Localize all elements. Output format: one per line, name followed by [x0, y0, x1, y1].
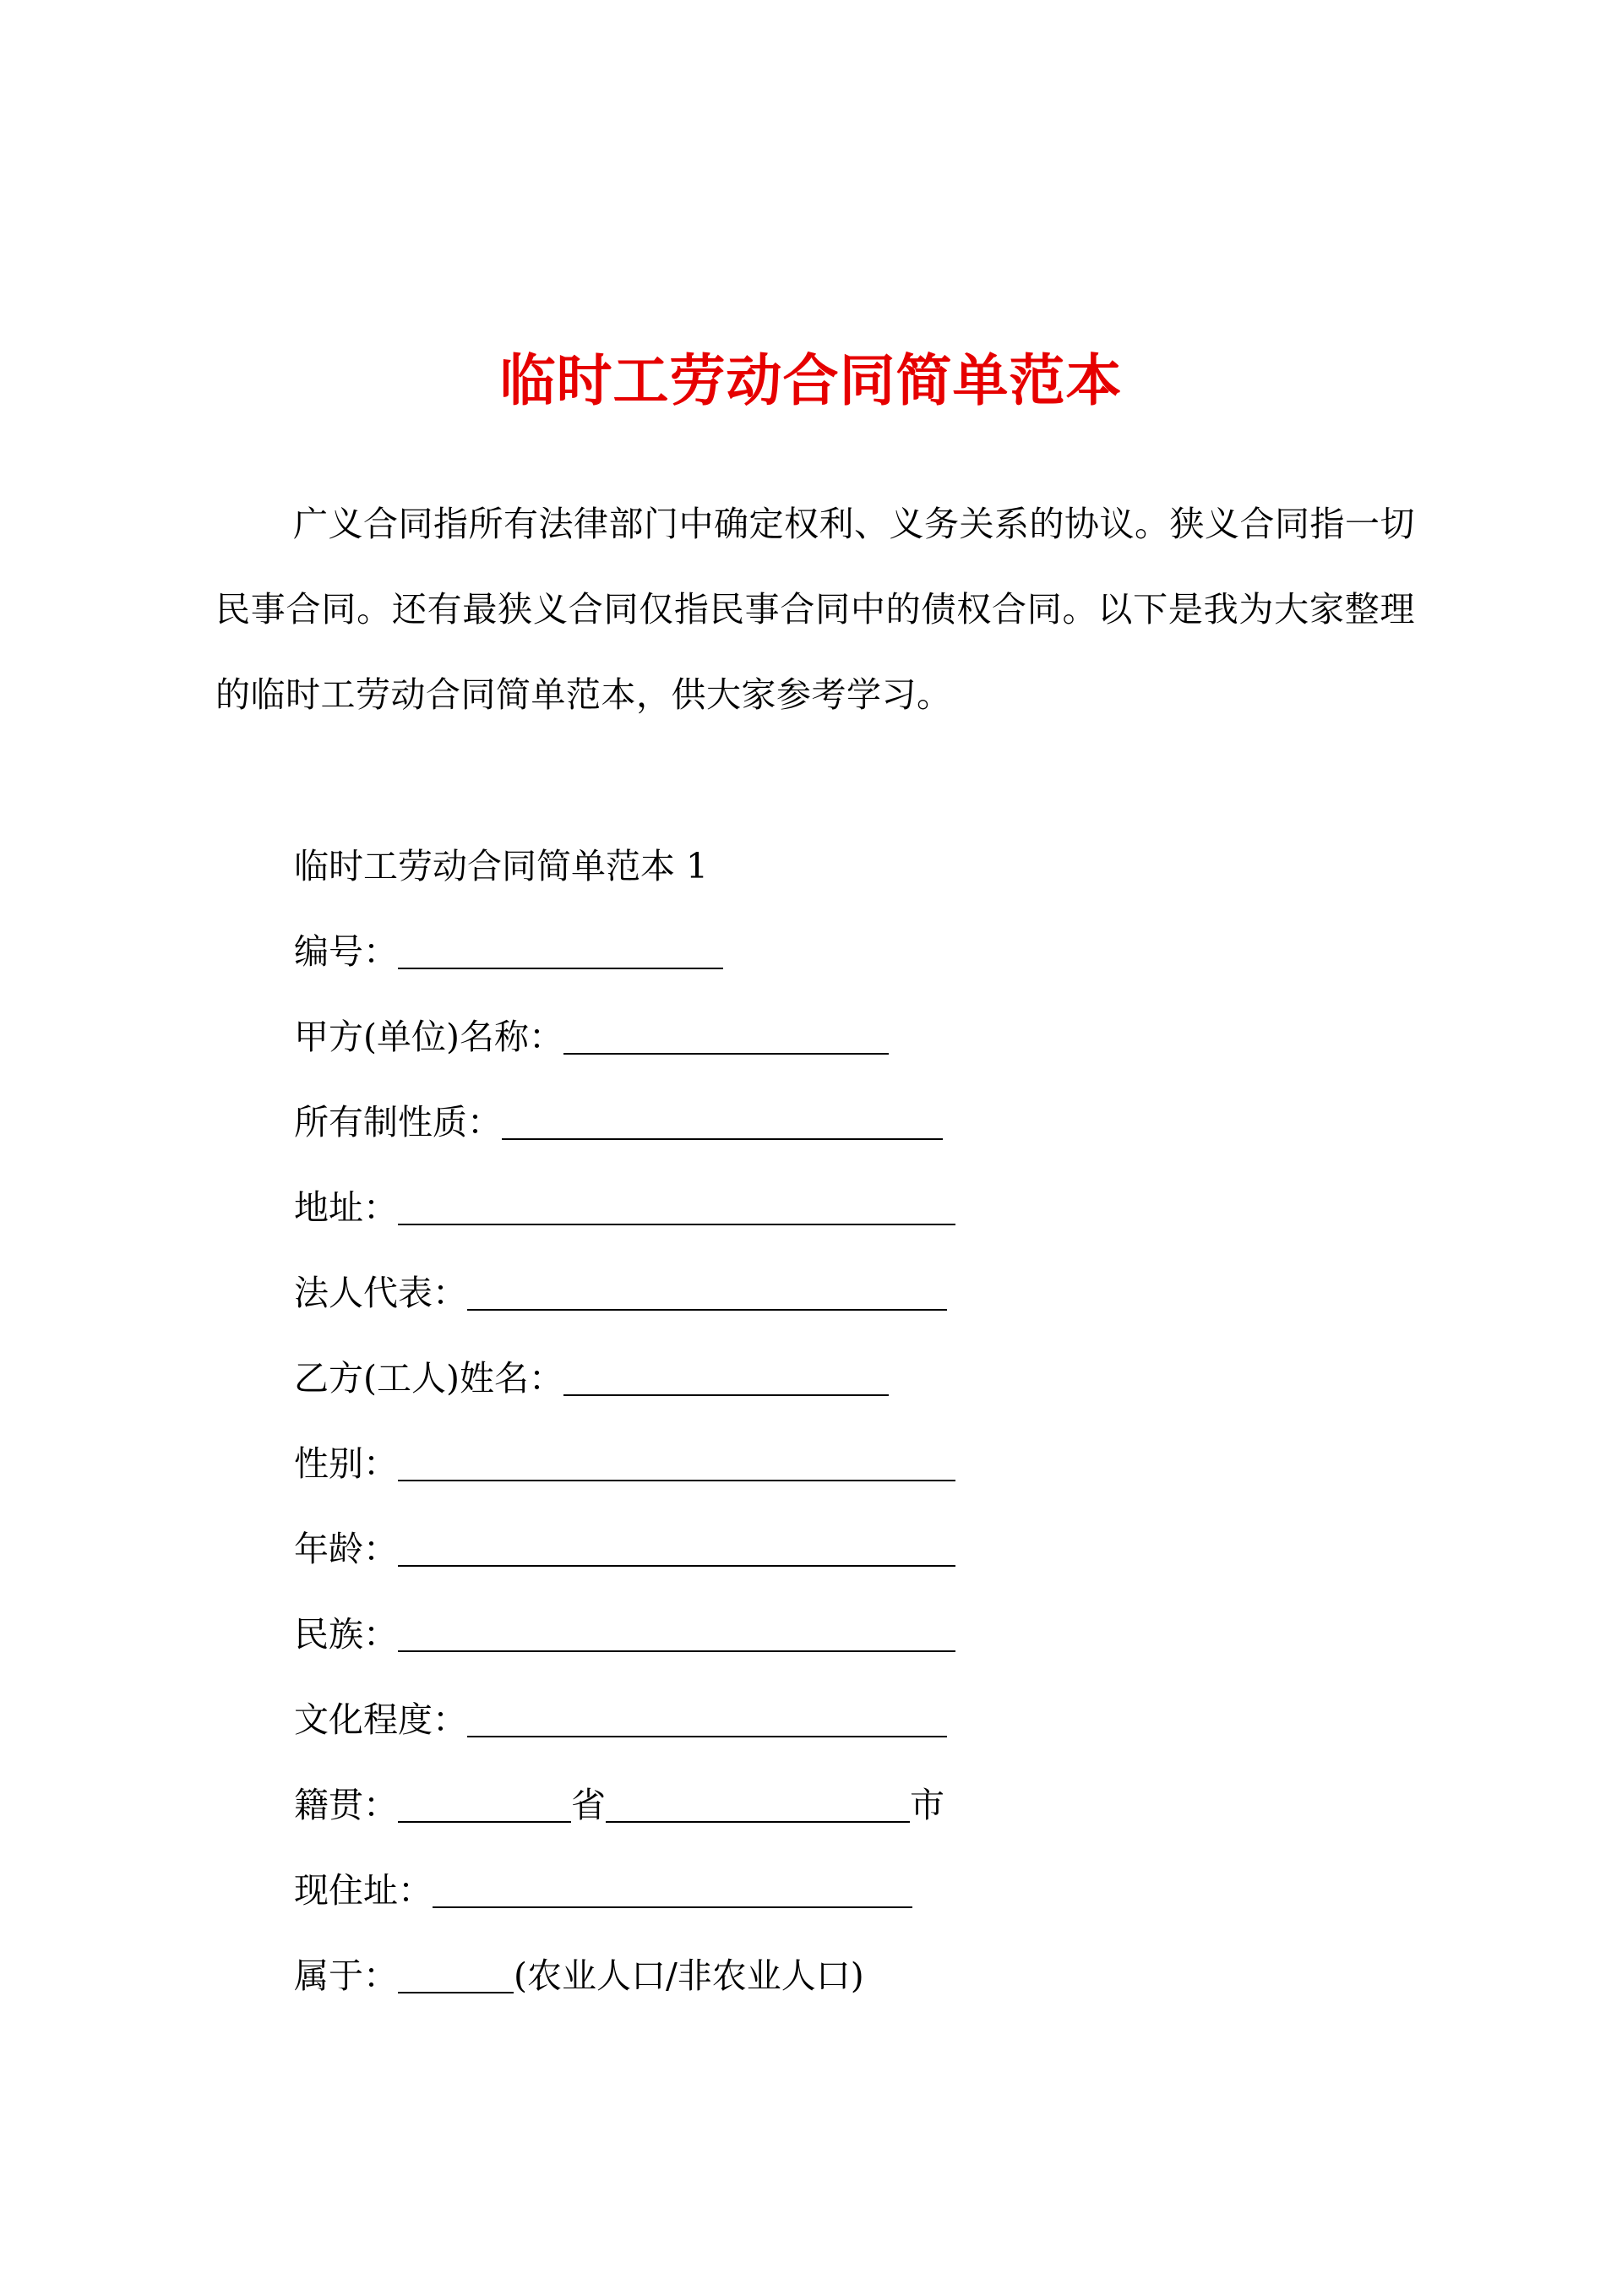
ethnicity-blank	[398, 1625, 955, 1652]
ownership-blank	[502, 1113, 943, 1140]
age-blank	[398, 1540, 955, 1567]
address-blank	[398, 1198, 955, 1225]
party-b-name-blank	[563, 1369, 889, 1396]
field-legal-rep-label: 法人代表：	[294, 1273, 467, 1313]
province-label: 省	[571, 1785, 606, 1825]
province-blank	[398, 1796, 571, 1823]
field-number-label: 编号：	[294, 931, 398, 972]
current-address-blank	[433, 1881, 912, 1908]
field-current-address-label: 现住址：	[294, 1870, 433, 1911]
field-belongs-to-label: 属于：	[294, 1955, 398, 1996]
party-a-name-blank	[563, 1028, 889, 1055]
field-education	[294, 1677, 1392, 1763]
field-education-label: 文化程度：	[294, 1699, 467, 1740]
field-legal-rep	[294, 1251, 1392, 1336]
document-title: 临时工劳动合同简单范本	[499, 347, 1123, 413]
gender-blank	[398, 1454, 955, 1481]
field-party-a-name-label: 甲方(单位)名称：	[294, 1017, 563, 1057]
field-ethnicity	[294, 1592, 1392, 1677]
field-age-label: 年龄：	[294, 1529, 398, 1569]
field-party-b-name	[294, 1336, 1392, 1421]
field-gender	[294, 1421, 1392, 1507]
field-address-label: 地址：	[294, 1187, 398, 1228]
city-label: 市	[910, 1785, 944, 1825]
field-address	[294, 1165, 1392, 1251]
belongs-options-text: (农业人口/非农业人口)	[514, 1955, 864, 1996]
field-current-address	[294, 1848, 1392, 1933]
education-blank	[467, 1710, 947, 1737]
field-native-place	[294, 1763, 1392, 1848]
field-gender-label: 性别：	[294, 1443, 398, 1484]
field-belongs-to	[294, 1933, 1392, 2019]
field-age	[294, 1507, 1392, 1592]
legal-rep-blank	[467, 1284, 947, 1311]
field-ownership-label: 所有制性质：	[294, 1102, 502, 1143]
field-ownership	[294, 1080, 1392, 1165]
section-heading-text: 临时工劳动合同简单范本 1	[294, 846, 709, 886]
field-number	[294, 909, 1392, 995]
field-ethnicity-label: 民族：	[294, 1614, 398, 1655]
field-native-place-label: 籍贯：	[294, 1785, 398, 1825]
section-heading	[294, 824, 1392, 909]
intro-paragraph: 广义合同指所有法律部门中确定权利、义务关系的协议。狭义合同指一切民事合同。还有最狭义合同仅指民事合同中的债权合同。以下是我为大家整理的临时工劳动合同简单范本，供大家参考学习。	[215, 504, 1415, 715]
field-party-b-name-label: 乙方(工人)姓名：	[294, 1358, 563, 1399]
field-party-a-name	[294, 995, 1392, 1080]
contract-form	[294, 824, 1392, 2019]
city-blank	[606, 1796, 910, 1823]
belongs-to-blank	[398, 1966, 514, 1993]
number-blank	[398, 942, 723, 969]
